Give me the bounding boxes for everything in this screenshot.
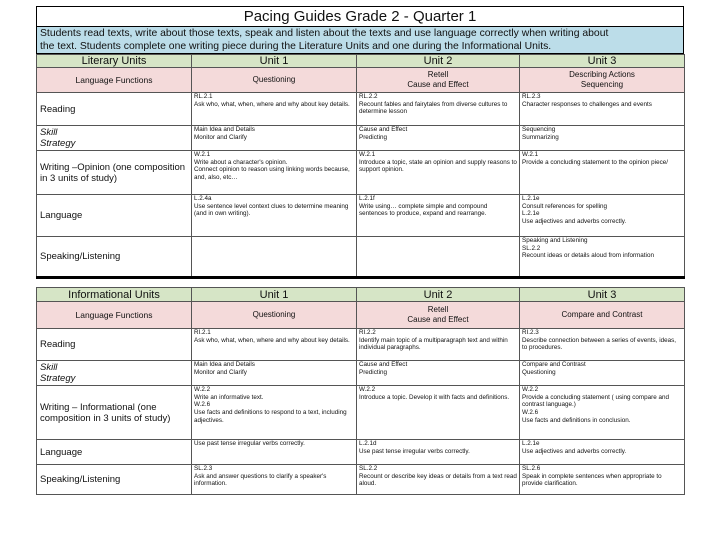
literary-unit1-header: Unit 1 <box>192 55 357 68</box>
info-language-functions-label: Language Functions <box>37 302 192 329</box>
info-reading-label: Reading <box>37 329 192 361</box>
informational-writing-row <box>37 386 685 440</box>
informational-unit2-reading: RI.2.2 Identify main topic of a multiparagraph text and within individual paragraphs. <box>357 329 520 361</box>
literary-unit1-speaking <box>192 237 357 278</box>
literary-unit3-skill: Sequencing Summarizing <box>520 126 685 151</box>
informational-unit2-function: Retell Cause and Effect <box>357 302 520 329</box>
literary-unit2-language: L.2.1f Write using… complete simple and compound sentences to produce, expand and rearrange. <box>357 195 520 237</box>
informational-skill-row <box>37 361 685 386</box>
informational-unit3-function: Compare and Contrast <box>520 302 685 329</box>
informational-speaking-row <box>37 465 685 495</box>
informational-reading-row <box>37 329 685 361</box>
literary-unit3-speaking: Speaking and Listening SL.2.2 Recount ideas or details aloud from information <box>520 237 685 278</box>
intro-line-1: Students read texts, write about those texts, speak and listen about the texts and use language correctly when writing about <box>40 28 609 39</box>
informational-unit2-header: Unit 2 <box>357 288 520 302</box>
literary-unit1-language: L.2.4a Use sentence level context clues to determine meaning (and in own writing). <box>192 195 357 237</box>
informational-unit3-skill: Compare and Contrast Questioning <box>520 361 685 386</box>
literary-unit1-function: Questioning <box>192 68 357 93</box>
literary-unit2-skill: Cause and Effect Predicting <box>357 126 520 151</box>
literary-unit3-language: L.2.1e Consult references for spelling L.2.1e Use adjectives and adverbs correctly. <box>520 195 685 237</box>
informational-header-row <box>37 288 685 302</box>
info-skill-strategy-label: Skill Strategy <box>37 361 192 386</box>
informational-unit2-writing: W.2.2 Introduce a topic. Develop it with facts and definitions. <box>357 386 520 440</box>
informational-units-header: Informational Units <box>37 288 192 302</box>
literary-unit3-writing: W.2.1 Provide a concluding statement to the opinion piece/ <box>520 151 685 195</box>
informational-unit1-header: Unit 1 <box>192 288 357 302</box>
literary-unit2-header: Unit 2 <box>357 55 520 68</box>
writing-opinion-label: Writing –Opinion (one composition in 3 units of study) <box>37 151 192 195</box>
skill-strategy-label: Skill Strategy <box>37 126 192 151</box>
literary-language-row <box>37 195 685 237</box>
informational-unit3-writing: W.2.2 Provide a concluding statement ( using compare and contrast language.) W.2.6 Use facts and definitions in conclusion. <box>520 386 685 440</box>
informational-unit2-skill: Cause and Effect Predicting <box>357 361 520 386</box>
literary-units-header: Literary Units <box>37 55 192 68</box>
page-title: Pacing Guides Grade 2 - Quarter 1 <box>36 6 684 26</box>
informational-unit1-writing: W.2.2 Write an informative text. W.2.6 Use facts and definitions to respond to a text, including adjectives. <box>192 386 357 440</box>
informational-units-table <box>36 287 685 495</box>
literary-unit1-reading: RL.2.1 Ask who, what, when, where and why about key details. <box>192 93 357 126</box>
literary-units-table <box>36 54 685 279</box>
language-functions-label: Language Functions <box>37 68 192 93</box>
informational-unit1-speaking: SL.2.3 Ask and answer questions to clarify a speaker's information. <box>192 465 357 495</box>
info-language-label: Language <box>37 440 192 465</box>
reading-label: Reading <box>37 93 192 126</box>
informational-unit3-speaking: SL.2.6 Speak in complete sentences when appropriate to provide clarification. <box>520 465 685 495</box>
literary-unit3-function: Describing Actions Sequencing <box>520 68 685 93</box>
literary-unit3-reading: RL.2.3 Character responses to challenges and events <box>520 93 685 126</box>
literary-unit2-writing: W.2.1 Introduce a topic, state an opinion and supply reasons to support opinion. <box>357 151 520 195</box>
informational-language-functions-row <box>37 302 685 329</box>
literary-unit1-writing: W.2.1 Write about a character's opinion. Connect opinion to reason using linking words because, and, also, etc… <box>192 151 357 195</box>
intro-banner <box>36 26 684 54</box>
info-speaking-listening-label: Speaking/Listening <box>37 465 192 495</box>
literary-unit2-function: Retell Cause and Effect <box>357 68 520 93</box>
literary-speaking-row <box>37 237 685 278</box>
informational-unit3-language: L.2.1e Use adjectives and adverbs correctly. <box>520 440 685 465</box>
speaking-listening-label: Speaking/Listening <box>37 237 192 278</box>
informational-unit2-language: L.2.1d Use past tense irregular verbs correctly. <box>357 440 520 465</box>
informational-unit3-reading: RI.2.3 Describe connection between a series of events, ideas, to procedures. <box>520 329 685 361</box>
literary-reading-row <box>37 93 685 126</box>
literary-unit2-reading: RL.2.2 Recount fables and fairytales from diverse cultures to determine lesson <box>357 93 520 126</box>
language-label: Language <box>37 195 192 237</box>
informational-language-row <box>37 440 685 465</box>
informational-unit1-skill: Main Idea and Details Monitor and Clarify <box>192 361 357 386</box>
literary-language-functions-row <box>37 68 685 93</box>
literary-header-row <box>37 55 685 68</box>
literary-unit3-header: Unit 3 <box>520 55 685 68</box>
literary-writing-row <box>37 151 685 195</box>
informational-unit1-language: Use past tense irregular verbs correctly. <box>192 440 357 465</box>
informational-unit1-reading: RI.2.1 Ask who, what, when, where and why about key details. <box>192 329 357 361</box>
informational-unit2-speaking: SL.2.2 Recount or describe key ideas or details from a text read aloud. <box>357 465 520 495</box>
informational-unit3-header: Unit 3 <box>520 288 685 302</box>
writing-informational-label: Writing – Informational (one composition in 3 units of study) <box>37 386 192 440</box>
literary-skill-row <box>37 126 685 151</box>
intro-line-2: the text. Students complete one writing piece during the Literature Units and one during the Informational Units. <box>40 41 552 52</box>
informational-unit1-function: Questioning <box>192 302 357 329</box>
literary-unit1-skill: Main Idea and Details Monitor and Clarify <box>192 126 357 151</box>
literary-unit2-speaking <box>357 237 520 278</box>
